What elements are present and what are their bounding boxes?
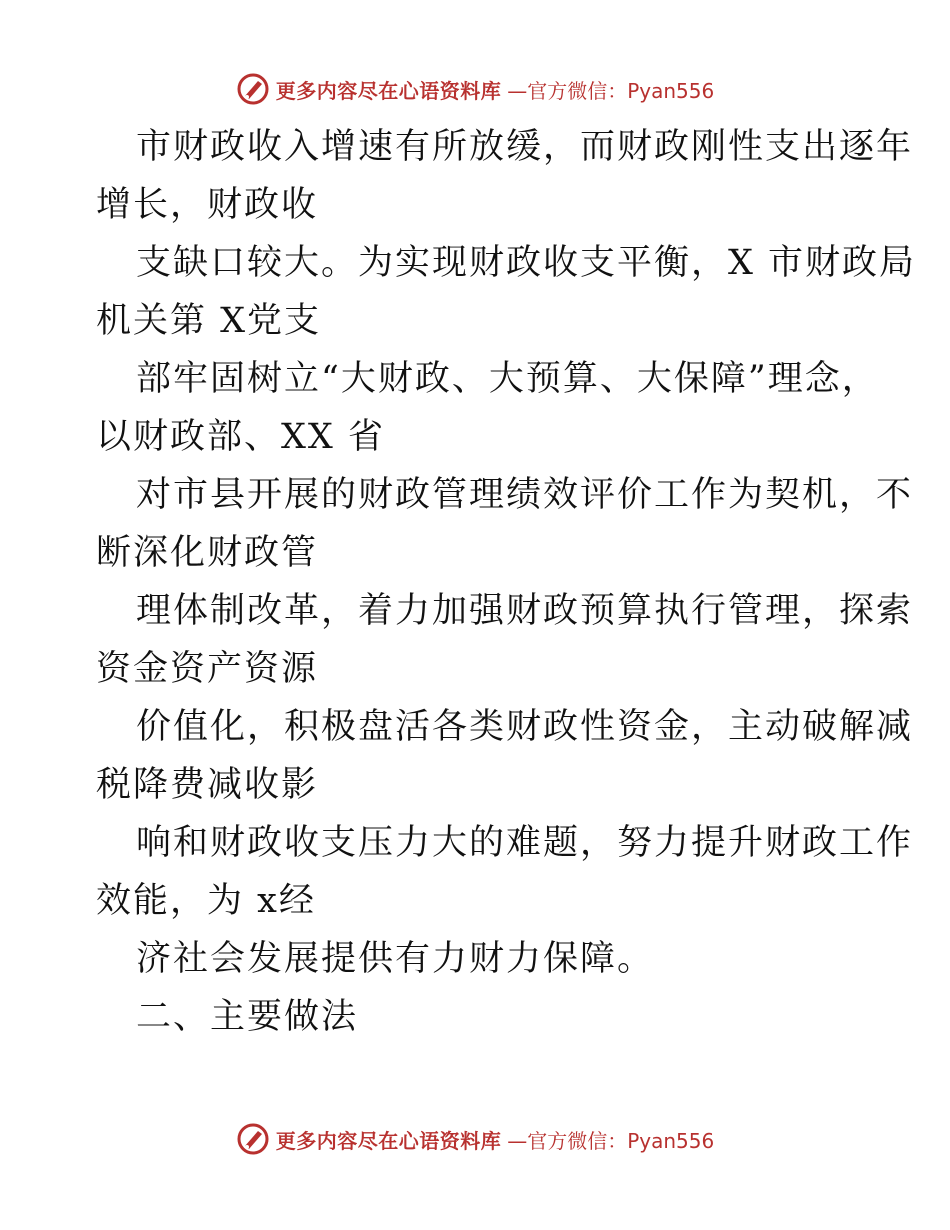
footer-watermark-banner xyxy=(0,1122,950,1156)
text-line: 机关第 X党支 xyxy=(96,301,322,341)
text-line: 对市县开展的财政管理绩效评价工作为契机，不 xyxy=(136,475,914,515)
text-line: 效能，为 x经 xyxy=(96,881,316,921)
banner-suffix: —官方微信：Pyan556 xyxy=(507,1128,715,1153)
document-body xyxy=(96,118,917,1046)
text-line: 断深化财政管 xyxy=(96,533,319,573)
banner-text: 更多内容尽在心语资料库 xyxy=(275,1128,502,1153)
banner-text: 更多内容尽在心语资料库 xyxy=(275,78,502,103)
text-line: 二、主要做法 xyxy=(136,997,359,1037)
text-line: 响和财政收支压力大的难题，努力提升财政工作 xyxy=(136,823,914,863)
text-line: 价值化，积极盘活各类财政性资金，主动破解减 xyxy=(136,707,914,747)
text-line: 理体制改革，着力加强财政预算执行管理，探索 xyxy=(136,591,914,631)
text-line: 济社会发展提供有力财力保障。 xyxy=(136,939,655,979)
text-line: 部牢固树立“大财政、大预算、大保障”理念， xyxy=(136,359,879,399)
logo-icon xyxy=(236,72,270,106)
text-line: 税降费减收影 xyxy=(96,765,319,805)
text-line: 以财政部、XX 省 xyxy=(96,417,385,457)
header-watermark-banner xyxy=(0,72,950,106)
logo-icon xyxy=(236,1122,270,1156)
text-line: 增长，财政收 xyxy=(96,185,319,225)
text-line: 支缺口较大。为实现财政收支平衡，X 市财政局 xyxy=(136,243,917,283)
text-line: 资金资产资源 xyxy=(96,649,319,689)
banner-suffix: —官方微信：Pyan556 xyxy=(507,78,715,103)
text-line: 市财政收入增速有所放缓，而财政刚性支出逐年 xyxy=(136,127,914,167)
